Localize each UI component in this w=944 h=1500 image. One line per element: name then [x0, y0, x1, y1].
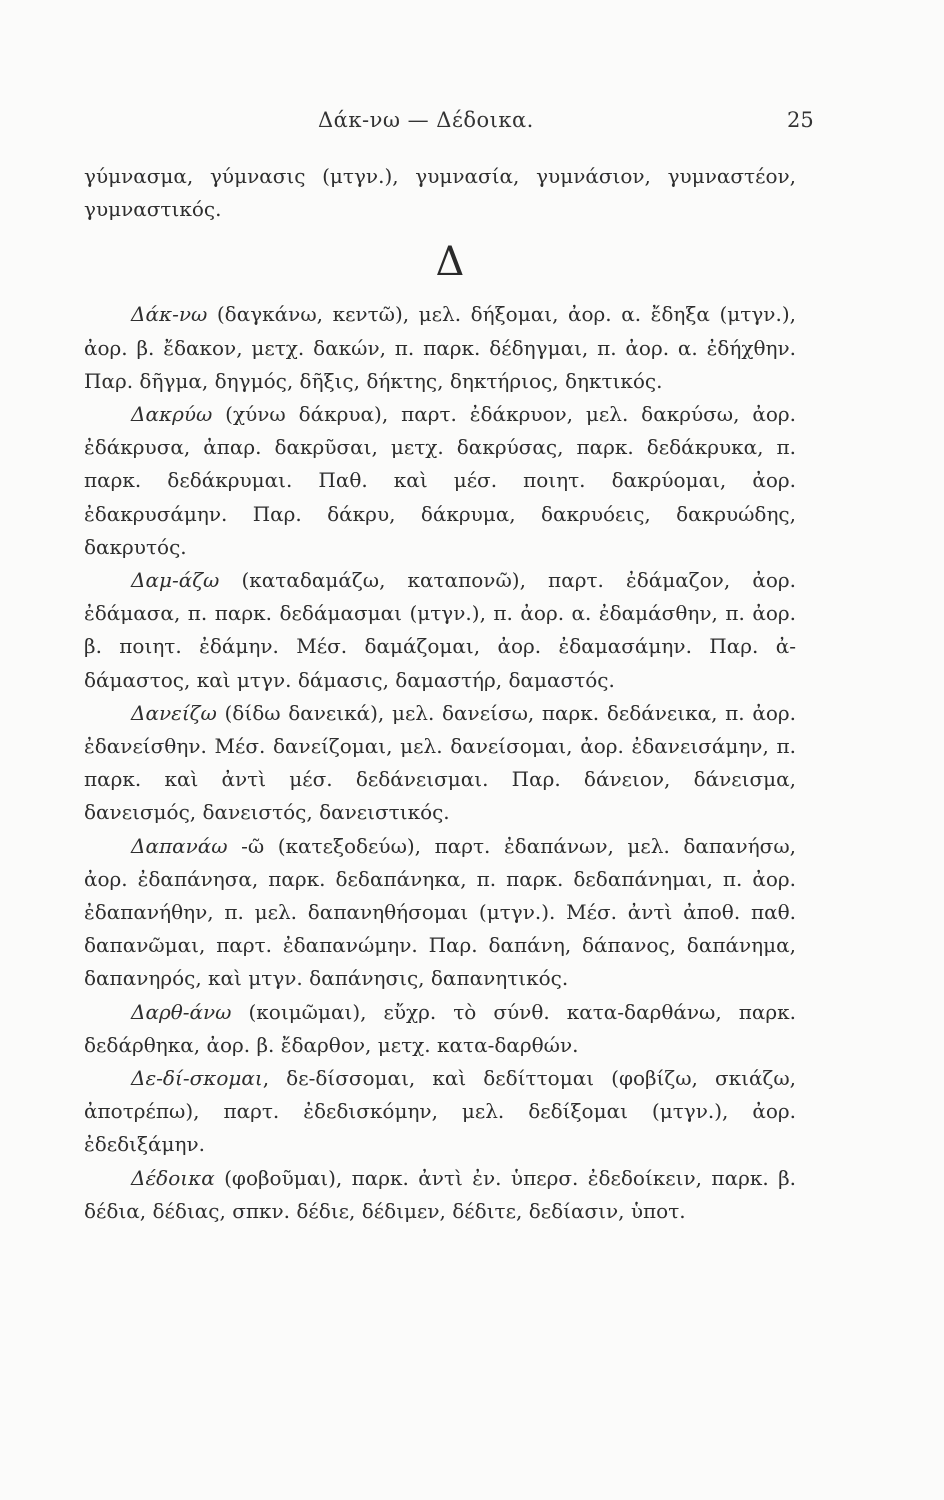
dictionary-entry: [84, 398, 796, 564]
entry-text: (δίδω δανεικά), μελ. δανείσω, παρκ. δεδάνεικα, π. ἀορ. ἐδανείσθην. Μέσ. δανείζομαι, μελ. δανείσομαι, ἀορ. ἐδανεισάμην, π. παρκ. καὶ ἀντὶ μέσ. δεδάνεισμαι. Παρ. δάνειον, δάνεισμα, δανεισμός, δανειστός, δανειστικός.: [84, 700, 796, 825]
entry-text: , δε-δίσσομαι, καὶ δεδίττομαι (φοβίζω, σκιάζω, ἀποτρέπω), παρτ. ἐδεδισκόμην, μελ. δεδίξομαι (μτγν.), ἀορ. ἐδεδιξάμην.: [84, 1066, 796, 1157]
entry-lemma: Δανείζω: [131, 700, 217, 725]
dictionary-entry: [84, 697, 796, 830]
entry-lemma: Δέδοικα: [131, 1165, 215, 1190]
dictionary-entry: [84, 1062, 796, 1162]
dictionary-entry: [84, 996, 796, 1062]
entry-text: -ῶ (κατεξοδεύω), παρτ. ἐδαπάνων, μελ. δαπανήσω, ἀορ. ἐδαπάνησα, παρκ. δεδαπάνηκα, π. παρκ. δεδαπάνημαι, π. ἀορ. ἐδαπανήθην, π. μελ. δαπανηθήσομαι (μτγν.). Μέσ. ἀντὶ ἀποθ. παθ. δαπανῶμαι, παρτ. ἐδαπανώμην. Παρ. δαπάνη, δάπανος, δαπάνημα, δαπανηρός, καὶ μτγν. δαπάνησις, δαπανητικός.: [84, 833, 796, 991]
running-header: [0, 108, 944, 138]
dictionary-entry: [84, 564, 796, 697]
entry-text: (φοβοῦμαι), παρκ. ἀντὶ ἐν. ὑπερσ. ἐδεδοίκειν, παρκ. β. δέδια, δέδιας, σπκν. δέδιε, δέδιμεν, δέδιτε, δεδίασιν, ὑποτ.: [84, 1165, 796, 1223]
dictionary-entry: [84, 1162, 796, 1228]
entry-lemma: Δε-δί-σκομαι: [131, 1066, 263, 1091]
entry-lemma: Δακρύω: [131, 402, 213, 427]
page-number: 25: [787, 108, 814, 132]
entry-lemma: Δαπανάω: [131, 833, 228, 858]
entry-text: (χύνω δάκρυα), παρτ. ἐδάκρυον, μελ. δακρύσω, ἀορ. ἐδάκρυσα, ἀπαρ. δακρῦσαι, μετχ. δακρύσας, παρκ. δεδάκρυκα, π. παρκ. δεδάκρυμαι. Παθ. καὶ μέσ. ποιητ. δακρύομαι, ἀορ. ἐδακρυσάμην. Παρ. δάκρυ, δάκρυμα, δακρυόεις, δακρυώδης, δακρυτός.: [84, 402, 796, 559]
entry-lemma: Δάκ-νω: [131, 302, 208, 327]
entry-text: (κοιμῶμαι), εὔχρ. τὸ σύνθ. κατα-δαρθάνω, παρκ. δεδάρθηκα, ἀορ. β. ἔδαρθον, μετχ. κατα-δαρθών.: [84, 999, 796, 1057]
dictionary-text: [84, 160, 796, 1228]
entry-text: (δαγκάνω, κεντῶ), μελ. δήξομαι, ἀορ. α. ἔδηξα (μτγν.), ἀορ. β. ἔδακον, μετχ. δακών, π. παρκ. δέδηγμαι, π. ἀορ. α. ἐδήχθην. Παρ. δῆγμα, δηγμός, δῆξις, δήκτης, δηκτήριος, δηκτικός.: [84, 302, 796, 393]
entry-lemma: Δαρθ-άνω: [131, 999, 232, 1024]
intro-paragraph: γύμνασμα, γύμνασις (μτγν.), γυμνασία, γυμνάσιον, γυμναστέον, γυμναστικός.: [84, 164, 796, 222]
entry-lemma: Δαμ-άζω: [131, 568, 220, 593]
running-title: Δάκ-νω — Δέδοικα.: [318, 108, 534, 132]
section-letter: Δ: [435, 239, 465, 286]
entry-text: (καταδαμάζω, καταπονῶ), παρτ. ἐδάμαζον, ἀορ. ἐδάμασα, π. παρκ. δεδάμασμαι (μτγν.), π. ἀορ. α. ἐδαμάσθην, π. ἀορ. β. ποιητ. ἐδάμην. Μέσ. δαμάζομαι, ἀορ. ἐδαμασάμην. Παρ. ἀ-δάμαστος, καὶ μτγν. δάμασις, δαμαστήρ, δαμαστός.: [84, 568, 796, 692]
dictionary-entry: [84, 298, 796, 398]
dictionary-entry: [84, 830, 796, 996]
